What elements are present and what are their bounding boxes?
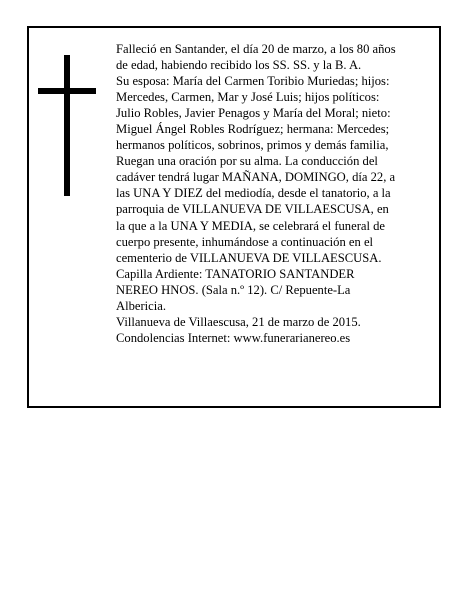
obituary-text (116, 41, 428, 346)
obituary-line: cadáver tendrá lugar MAÑANA, DOMINGO, día 22, a (116, 170, 396, 185)
obituary-line: hermanos políticos, sobrinos, primos y demás familia, (116, 138, 389, 153)
obituary-line: Albericia. (116, 298, 166, 313)
obituary-line: Villanueva de Villaescusa, 21 de marzo de 2015. (116, 314, 361, 329)
obituary-line: Mercedes, Carmen, Mar y José Luis; hijos políticos: (116, 90, 380, 105)
obituary-line: Condolencias Internet: www.funerarianereo.es (116, 330, 351, 345)
obituary-line: las UNA Y DIEZ del mediodía, desde el tanatorio, a la (116, 186, 391, 201)
obituary-line: Su esposa: María del Carmen Toribio Muriedas; hijos: (116, 74, 390, 89)
obituary-line: cementerio de VILLANUEVA DE VILLAESCUSA. (116, 250, 382, 265)
cross-vertical-bar (64, 55, 70, 196)
obituary-line: Julio Robles, Javier Penagos y María del Moral; nieto: (116, 106, 391, 121)
obituary-line: cuerpo presente, inhumándose a continuación en el (116, 234, 374, 249)
obituary-line: Falleció en Santander, el día 20 de marzo, a los 80 años (116, 42, 396, 56)
obituary-line: Capilla Ardiente: TANATORIO SANTANDER (116, 266, 355, 281)
obituary-line: parroquia de VILLANUEVA DE VILLAESCUSA, en (116, 202, 389, 217)
obituary-line: Ruegan una oración por su alma. La conducción del (116, 154, 378, 169)
latin-cross-icon (38, 55, 96, 196)
obituary-line: NEREO HNOS. (Sala n.º 12). C/ Repuente-La (116, 282, 351, 297)
obituary-line: Miguel Ángel Robles Rodríguez; hermana: Mercedes; (116, 122, 390, 137)
cross-horizontal-bar (38, 88, 96, 94)
obituary-line: la que a la UNA Y MEDIA, se celebrará el funeral de (116, 218, 386, 233)
obituary-line: de edad, habiendo recibido los SS. SS. y la B. A. (116, 58, 362, 73)
